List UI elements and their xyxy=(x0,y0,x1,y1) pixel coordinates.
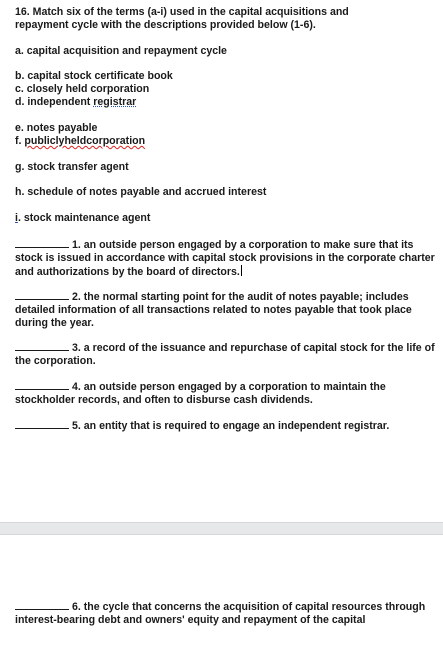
answer-blank-3[interactable] xyxy=(15,341,69,351)
term-a: a. capital acquisition and repayment cycle xyxy=(15,45,227,57)
document-page-2 xyxy=(0,535,443,648)
term-b: b. capital stock certificate book xyxy=(15,70,173,82)
term-d-prefix: d. independent xyxy=(15,96,94,108)
term-f-prefix: f. xyxy=(15,135,25,147)
answer-blank-6[interactable] xyxy=(15,600,69,610)
term-f-word: publiclyheldcorporation xyxy=(24,135,146,147)
description-4 xyxy=(15,380,440,407)
description-6 xyxy=(15,600,440,627)
description-5-text: 5. an entity that is required to engage an independent registrar. xyxy=(72,420,390,432)
term-d-word: registrar xyxy=(93,96,137,108)
term-i-rest: . stock maintenance agent xyxy=(17,212,151,224)
description-3-text: 3. a record of the issuance and repurchase of capital stock for the life of the corporation. xyxy=(15,342,435,367)
answer-blank-1[interactable] xyxy=(15,238,69,248)
question-heading-line-1 xyxy=(15,6,349,19)
description-1 xyxy=(15,238,440,279)
description-5 xyxy=(15,419,440,433)
description-3 xyxy=(15,341,440,368)
answer-blank-2[interactable] xyxy=(15,290,69,300)
text-cursor xyxy=(241,265,242,276)
page-break xyxy=(0,522,443,535)
question-heading-text-2: repayment cycle with the descriptions provided below (1-6). xyxy=(15,19,316,31)
answer-blank-5[interactable] xyxy=(15,419,69,429)
term-c: c. closely held corporation xyxy=(15,83,150,95)
term-f xyxy=(15,135,145,148)
term-h: h. schedule of notes payable and accrued interest xyxy=(15,186,267,198)
term-g: g. stock transfer agent xyxy=(15,161,129,173)
answer-blank-4[interactable] xyxy=(15,380,69,390)
term-i-letter: i xyxy=(15,212,18,224)
description-2-text: 2. the normal starting point for the audit of notes payable; includes detailed information of all transactions related to notes payable that took place during the year. xyxy=(15,291,412,329)
question-heading-text-1: 16. Match six of the terms (a-i) used in the capital acquisitions and xyxy=(15,6,349,18)
term-i xyxy=(15,212,150,225)
description-6-text: 6. the cycle that concerns the acquisition of capital resources through interest-bearing debt and owners' equity and repayment of the capital xyxy=(15,601,426,626)
term-e: e. notes payable xyxy=(15,122,98,134)
question-heading-line-2 xyxy=(15,19,316,32)
description-4-text: 4. an outside person engaged by a corporation to maintain the stockholder records, and often to disburse cash dividends. xyxy=(15,381,386,406)
description-2 xyxy=(15,290,440,330)
term-d xyxy=(15,96,136,109)
description-1-text: 1. an outside person engaged by a corporation to make sure that its stock is issued in accordance with capital stock provisions in the corporate charter and authorizations by the board of directors. xyxy=(15,239,435,278)
